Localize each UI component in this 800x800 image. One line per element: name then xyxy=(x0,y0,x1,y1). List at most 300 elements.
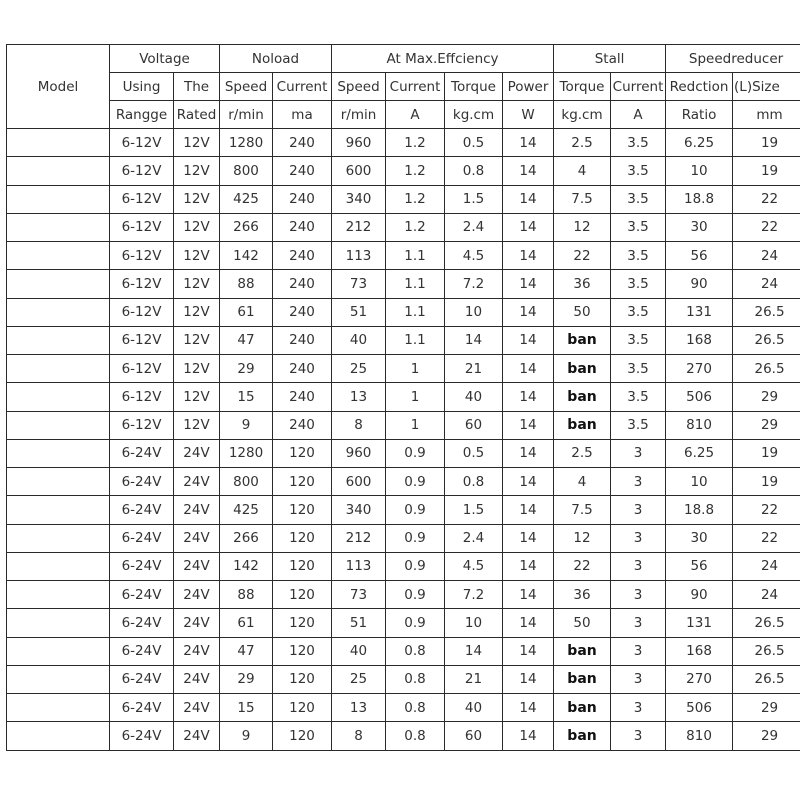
table-row xyxy=(7,722,800,750)
cell-size: 22 xyxy=(733,213,800,241)
unit-max-torque: kg.cm xyxy=(445,101,503,129)
cell-noload-current: 240 xyxy=(273,326,332,354)
unit-noload-current: ma xyxy=(273,101,332,129)
cell-max-torque: 1.5 xyxy=(445,185,503,213)
cell-model xyxy=(7,355,110,383)
cell-size: 24 xyxy=(733,581,800,609)
cell-model xyxy=(7,298,110,326)
cell-rated-voltage: 24V xyxy=(174,496,220,524)
cell-noload-current: 120 xyxy=(273,439,332,467)
cell-stall-torque: ban xyxy=(554,411,611,439)
cell-max-speed: 40 xyxy=(332,637,386,665)
cell-model xyxy=(7,213,110,241)
cell-stall-current: 3 xyxy=(611,468,666,496)
cell-model xyxy=(7,722,110,750)
header-group-row xyxy=(7,45,800,73)
table-row xyxy=(7,326,800,354)
cell-noload-speed: 9 xyxy=(220,411,273,439)
cell-max-power: 14 xyxy=(503,439,554,467)
cell-max-current: 1.1 xyxy=(386,242,445,270)
cell-voltage-range: 6-24V xyxy=(110,496,174,524)
cell-noload-speed: 266 xyxy=(220,213,273,241)
cell-rated-voltage: 12V xyxy=(174,411,220,439)
cell-max-current: 0.8 xyxy=(386,722,445,750)
cell-max-current: 0.9 xyxy=(386,609,445,637)
cell-max-speed: 340 xyxy=(332,496,386,524)
cell-noload-current: 120 xyxy=(273,581,332,609)
cell-stall-current: 3.5 xyxy=(611,270,666,298)
subheader-using: Using xyxy=(110,73,174,101)
cell-reduction-ratio: 506 xyxy=(666,694,733,722)
cell-size: 26.5 xyxy=(733,326,800,354)
spec-table-container xyxy=(6,44,800,751)
cell-rated-voltage: 12V xyxy=(174,326,220,354)
cell-size: 29 xyxy=(733,383,800,411)
cell-noload-speed: 61 xyxy=(220,609,273,637)
cell-voltage-range: 6-24V xyxy=(110,581,174,609)
cell-max-speed: 8 xyxy=(332,722,386,750)
cell-max-speed: 600 xyxy=(332,468,386,496)
cell-size: 22 xyxy=(733,496,800,524)
unit-noload-speed: r/min xyxy=(220,101,273,129)
cell-stall-current: 3 xyxy=(611,665,666,693)
cell-rated-voltage: 24V xyxy=(174,722,220,750)
unit-max-speed: r/min xyxy=(332,101,386,129)
cell-voltage-range: 6-24V xyxy=(110,722,174,750)
cell-voltage-range: 6-12V xyxy=(110,242,174,270)
cell-max-speed: 8 xyxy=(332,411,386,439)
cell-max-torque: 14 xyxy=(445,637,503,665)
cell-rated-voltage: 24V xyxy=(174,581,220,609)
cell-noload-speed: 142 xyxy=(220,242,273,270)
cell-rated-voltage: 12V xyxy=(174,242,220,270)
cell-max-torque: 0.5 xyxy=(445,129,503,157)
cell-max-power: 14 xyxy=(503,157,554,185)
cell-voltage-range: 6-24V xyxy=(110,439,174,467)
cell-rated-voltage: 12V xyxy=(174,270,220,298)
cell-noload-current: 240 xyxy=(273,185,332,213)
cell-stall-current: 3 xyxy=(611,609,666,637)
cell-noload-speed: 9 xyxy=(220,722,273,750)
unit-max-power: W xyxy=(503,101,554,129)
cell-max-power: 14 xyxy=(503,496,554,524)
cell-max-torque: 40 xyxy=(445,694,503,722)
cell-rated-voltage: 12V xyxy=(174,157,220,185)
table-row xyxy=(7,552,800,580)
cell-model xyxy=(7,185,110,213)
cell-max-power: 14 xyxy=(503,581,554,609)
cell-reduction-ratio: 30 xyxy=(666,213,733,241)
cell-size: 26.5 xyxy=(733,609,800,637)
cell-max-torque: 21 xyxy=(445,355,503,383)
cell-max-power: 14 xyxy=(503,355,554,383)
header-subheader-row xyxy=(7,73,800,101)
cell-stall-torque: 50 xyxy=(554,298,611,326)
cell-voltage-range: 6-12V xyxy=(110,129,174,157)
cell-stall-torque: 50 xyxy=(554,609,611,637)
cell-stall-current: 3 xyxy=(611,637,666,665)
cell-rated-voltage: 24V xyxy=(174,637,220,665)
cell-stall-current: 3 xyxy=(611,496,666,524)
cell-stall-current: 3 xyxy=(611,581,666,609)
cell-stall-current: 3.5 xyxy=(611,298,666,326)
cell-max-power: 14 xyxy=(503,722,554,750)
subheader-max-torque: Torque xyxy=(445,73,503,101)
table-row xyxy=(7,157,800,185)
cell-reduction-ratio: 10 xyxy=(666,468,733,496)
cell-model xyxy=(7,326,110,354)
subheader-max-speed: Speed xyxy=(332,73,386,101)
cell-model xyxy=(7,157,110,185)
cell-size: 29 xyxy=(733,694,800,722)
cell-voltage-range: 6-24V xyxy=(110,524,174,552)
header-model: Model xyxy=(7,45,110,129)
cell-model xyxy=(7,270,110,298)
cell-stall-current: 3.5 xyxy=(611,383,666,411)
cell-noload-speed: 1280 xyxy=(220,129,273,157)
cell-noload-current: 120 xyxy=(273,694,332,722)
cell-size: 24 xyxy=(733,242,800,270)
cell-stall-current: 3.5 xyxy=(611,355,666,383)
table-row xyxy=(7,298,800,326)
cell-stall-torque: 2.5 xyxy=(554,129,611,157)
cell-model xyxy=(7,694,110,722)
cell-noload-current: 240 xyxy=(273,298,332,326)
cell-rated-voltage: 24V xyxy=(174,609,220,637)
cell-stall-current: 3 xyxy=(611,439,666,467)
unit-range: Rangge xyxy=(110,101,174,129)
subheader-noload-current: Current xyxy=(273,73,332,101)
cell-noload-speed: 15 xyxy=(220,383,273,411)
cell-max-power: 14 xyxy=(503,270,554,298)
cell-rated-voltage: 24V xyxy=(174,468,220,496)
cell-max-speed: 73 xyxy=(332,270,386,298)
cell-size: 24 xyxy=(733,552,800,580)
cell-noload-speed: 47 xyxy=(220,326,273,354)
cell-voltage-range: 6-12V xyxy=(110,270,174,298)
cell-size: 22 xyxy=(733,524,800,552)
cell-rated-voltage: 12V xyxy=(174,185,220,213)
cell-stall-torque: 12 xyxy=(554,524,611,552)
cell-size: 29 xyxy=(733,722,800,750)
cell-max-current: 0.9 xyxy=(386,439,445,467)
cell-size: 26.5 xyxy=(733,665,800,693)
unit-ratio: Ratio xyxy=(666,101,733,129)
cell-noload-current: 240 xyxy=(273,411,332,439)
cell-stall-current: 3 xyxy=(611,694,666,722)
cell-stall-torque: 2.5 xyxy=(554,439,611,467)
table-row xyxy=(7,270,800,298)
cell-stall-torque: 22 xyxy=(554,242,611,270)
cell-max-power: 14 xyxy=(503,298,554,326)
cell-reduction-ratio: 90 xyxy=(666,270,733,298)
cell-stall-current: 3.5 xyxy=(611,326,666,354)
cell-noload-current: 120 xyxy=(273,637,332,665)
cell-noload-speed: 425 xyxy=(220,185,273,213)
table-row xyxy=(7,185,800,213)
cell-voltage-range: 6-24V xyxy=(110,468,174,496)
cell-max-power: 14 xyxy=(503,552,554,580)
cell-stall-torque: 4 xyxy=(554,157,611,185)
cell-reduction-ratio: 18.8 xyxy=(666,496,733,524)
table-row xyxy=(7,694,800,722)
subheader-the: The xyxy=(174,73,220,101)
cell-stall-torque: 7.5 xyxy=(554,496,611,524)
cell-stall-torque: ban xyxy=(554,326,611,354)
cell-noload-speed: 88 xyxy=(220,581,273,609)
cell-voltage-range: 6-12V xyxy=(110,157,174,185)
cell-model xyxy=(7,496,110,524)
table-row xyxy=(7,524,800,552)
unit-stall-torque: kg.cm xyxy=(554,101,611,129)
cell-voltage-range: 6-24V xyxy=(110,609,174,637)
cell-max-torque: 0.8 xyxy=(445,157,503,185)
cell-max-current: 0.9 xyxy=(386,524,445,552)
unit-size: mm xyxy=(733,101,800,129)
cell-max-power: 14 xyxy=(503,524,554,552)
cell-noload-speed: 425 xyxy=(220,496,273,524)
cell-model xyxy=(7,665,110,693)
cell-max-torque: 1.5 xyxy=(445,496,503,524)
cell-voltage-range: 6-12V xyxy=(110,411,174,439)
cell-size: 24 xyxy=(733,270,800,298)
table-row xyxy=(7,609,800,637)
cell-reduction-ratio: 10 xyxy=(666,157,733,185)
cell-stall-torque: 12 xyxy=(554,213,611,241)
cell-size: 19 xyxy=(733,468,800,496)
cell-max-torque: 10 xyxy=(445,298,503,326)
cell-voltage-range: 6-24V xyxy=(110,694,174,722)
cell-stall-torque: ban xyxy=(554,694,611,722)
cell-max-current: 0.9 xyxy=(386,496,445,524)
cell-noload-current: 120 xyxy=(273,468,332,496)
table-row xyxy=(7,581,800,609)
cell-stall-current: 3 xyxy=(611,524,666,552)
cell-noload-current: 120 xyxy=(273,552,332,580)
cell-max-torque: 10 xyxy=(445,609,503,637)
cell-voltage-range: 6-24V xyxy=(110,637,174,665)
cell-rated-voltage: 12V xyxy=(174,355,220,383)
header-group-stall: Stall xyxy=(554,45,666,73)
cell-voltage-range: 6-12V xyxy=(110,185,174,213)
cell-size: 19 xyxy=(733,157,800,185)
cell-stall-torque: ban xyxy=(554,355,611,383)
cell-max-current: 0.9 xyxy=(386,581,445,609)
cell-max-speed: 960 xyxy=(332,439,386,467)
cell-max-speed: 25 xyxy=(332,665,386,693)
subheader-max-current: Current xyxy=(386,73,445,101)
cell-rated-voltage: 24V xyxy=(174,694,220,722)
cell-max-power: 14 xyxy=(503,609,554,637)
table-row xyxy=(7,411,800,439)
table-row xyxy=(7,468,800,496)
cell-voltage-range: 6-12V xyxy=(110,298,174,326)
cell-rated-voltage: 12V xyxy=(174,213,220,241)
cell-voltage-range: 6-24V xyxy=(110,552,174,580)
cell-noload-current: 120 xyxy=(273,609,332,637)
cell-reduction-ratio: 90 xyxy=(666,581,733,609)
cell-max-current: 0.8 xyxy=(386,665,445,693)
cell-model xyxy=(7,552,110,580)
cell-voltage-range: 6-24V xyxy=(110,665,174,693)
cell-noload-current: 120 xyxy=(273,496,332,524)
cell-reduction-ratio: 6.25 xyxy=(666,129,733,157)
cell-reduction-ratio: 6.25 xyxy=(666,439,733,467)
cell-reduction-ratio: 56 xyxy=(666,242,733,270)
cell-max-torque: 60 xyxy=(445,722,503,750)
cell-reduction-ratio: 810 xyxy=(666,411,733,439)
subheader-reduction: Redction xyxy=(666,73,733,101)
cell-max-current: 1.1 xyxy=(386,326,445,354)
cell-max-power: 14 xyxy=(503,213,554,241)
subheader-max-power: Power xyxy=(503,73,554,101)
cell-stall-current: 3.5 xyxy=(611,242,666,270)
cell-max-speed: 13 xyxy=(332,383,386,411)
cell-model xyxy=(7,637,110,665)
cell-max-power: 14 xyxy=(503,468,554,496)
cell-max-current: 1 xyxy=(386,411,445,439)
cell-noload-speed: 29 xyxy=(220,355,273,383)
cell-max-power: 14 xyxy=(503,665,554,693)
cell-reduction-ratio: 810 xyxy=(666,722,733,750)
cell-max-power: 14 xyxy=(503,383,554,411)
cell-max-power: 14 xyxy=(503,129,554,157)
cell-noload-current: 120 xyxy=(273,665,332,693)
cell-stall-torque: 4 xyxy=(554,468,611,496)
cell-max-power: 14 xyxy=(503,694,554,722)
cell-max-power: 14 xyxy=(503,242,554,270)
cell-max-torque: 4.5 xyxy=(445,552,503,580)
cell-model xyxy=(7,242,110,270)
cell-stall-torque: ban xyxy=(554,665,611,693)
cell-noload-current: 240 xyxy=(273,213,332,241)
cell-reduction-ratio: 270 xyxy=(666,665,733,693)
table-row xyxy=(7,129,800,157)
cell-rated-voltage: 12V xyxy=(174,129,220,157)
table-row xyxy=(7,637,800,665)
cell-max-current: 1.2 xyxy=(386,129,445,157)
cell-reduction-ratio: 131 xyxy=(666,298,733,326)
cell-max-speed: 40 xyxy=(332,326,386,354)
cell-max-torque: 7.2 xyxy=(445,581,503,609)
cell-model xyxy=(7,129,110,157)
cell-model xyxy=(7,609,110,637)
cell-max-current: 1.2 xyxy=(386,185,445,213)
cell-size: 26.5 xyxy=(733,298,800,326)
header-units-row xyxy=(7,101,800,129)
cell-size: 19 xyxy=(733,439,800,467)
cell-reduction-ratio: 506 xyxy=(666,383,733,411)
cell-stall-current: 3 xyxy=(611,722,666,750)
cell-rated-voltage: 24V xyxy=(174,524,220,552)
cell-reduction-ratio: 131 xyxy=(666,609,733,637)
cell-max-current: 1.1 xyxy=(386,270,445,298)
cell-reduction-ratio: 168 xyxy=(666,637,733,665)
cell-reduction-ratio: 18.8 xyxy=(666,185,733,213)
cell-max-speed: 340 xyxy=(332,185,386,213)
cell-size: 26.5 xyxy=(733,637,800,665)
subheader-stall-torque: Torque xyxy=(554,73,611,101)
cell-max-torque: 21 xyxy=(445,665,503,693)
cell-reduction-ratio: 168 xyxy=(666,326,733,354)
cell-stall-current: 3.5 xyxy=(611,411,666,439)
cell-rated-voltage: 24V xyxy=(174,552,220,580)
cell-size: 19 xyxy=(733,129,800,157)
table-row xyxy=(7,665,800,693)
table-row xyxy=(7,242,800,270)
cell-reduction-ratio: 56 xyxy=(666,552,733,580)
cell-max-torque: 60 xyxy=(445,411,503,439)
table-row xyxy=(7,355,800,383)
unit-max-current: A xyxy=(386,101,445,129)
cell-voltage-range: 6-12V xyxy=(110,383,174,411)
table-row xyxy=(7,213,800,241)
table-row xyxy=(7,383,800,411)
cell-max-power: 14 xyxy=(503,637,554,665)
cell-max-power: 14 xyxy=(503,326,554,354)
cell-model xyxy=(7,411,110,439)
cell-stall-current: 3.5 xyxy=(611,157,666,185)
cell-voltage-range: 6-12V xyxy=(110,355,174,383)
cell-noload-speed: 1280 xyxy=(220,439,273,467)
cell-noload-current: 120 xyxy=(273,722,332,750)
cell-rated-voltage: 24V xyxy=(174,439,220,467)
table-row xyxy=(7,439,800,467)
header-group-speedreducer: Speedreducer xyxy=(666,45,800,73)
table-row xyxy=(7,496,800,524)
motor-spec-table xyxy=(6,44,800,751)
cell-max-speed: 212 xyxy=(332,213,386,241)
cell-noload-current: 120 xyxy=(273,524,332,552)
cell-noload-speed: 266 xyxy=(220,524,273,552)
cell-noload-current: 240 xyxy=(273,242,332,270)
subheader-stall-current: Current xyxy=(611,73,666,101)
unit-rated: Rated xyxy=(174,101,220,129)
cell-max-power: 14 xyxy=(503,411,554,439)
cell-max-speed: 113 xyxy=(332,242,386,270)
cell-noload-speed: 47 xyxy=(220,637,273,665)
cell-max-current: 0.9 xyxy=(386,552,445,580)
cell-max-current: 0.9 xyxy=(386,468,445,496)
cell-max-torque: 14 xyxy=(445,326,503,354)
cell-stall-torque: ban xyxy=(554,383,611,411)
cell-noload-speed: 15 xyxy=(220,694,273,722)
cell-noload-speed: 29 xyxy=(220,665,273,693)
cell-stall-torque: 7.5 xyxy=(554,185,611,213)
cell-noload-speed: 800 xyxy=(220,468,273,496)
cell-max-torque: 4.5 xyxy=(445,242,503,270)
cell-max-current: 1.2 xyxy=(386,213,445,241)
cell-noload-current: 240 xyxy=(273,129,332,157)
cell-stall-current: 3 xyxy=(611,552,666,580)
cell-max-torque: 0.5 xyxy=(445,439,503,467)
cell-max-current: 1.2 xyxy=(386,157,445,185)
cell-size: 26.5 xyxy=(733,355,800,383)
cell-max-speed: 51 xyxy=(332,609,386,637)
cell-model xyxy=(7,581,110,609)
cell-stall-torque: 36 xyxy=(554,581,611,609)
cell-model xyxy=(7,439,110,467)
cell-max-speed: 960 xyxy=(332,129,386,157)
cell-noload-current: 240 xyxy=(273,270,332,298)
cell-max-speed: 25 xyxy=(332,355,386,383)
header-group-voltage: Voltage xyxy=(110,45,220,73)
cell-rated-voltage: 24V xyxy=(174,665,220,693)
cell-max-torque: 2.4 xyxy=(445,524,503,552)
cell-rated-voltage: 12V xyxy=(174,298,220,326)
cell-max-current: 1.1 xyxy=(386,298,445,326)
cell-max-torque: 7.2 xyxy=(445,270,503,298)
